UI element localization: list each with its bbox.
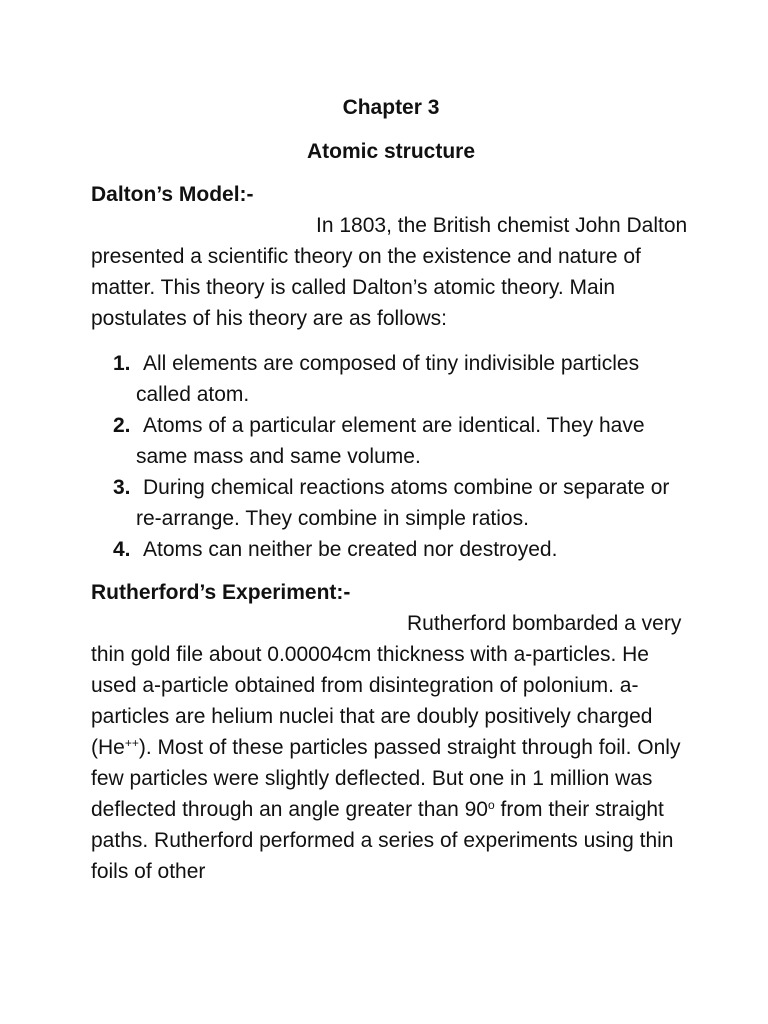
list-item [91,348,691,410]
rutherford-text-b: ). Most of these particles passed straight through foil. Only few particles were slightly deflected. But one in 1 million was deflected through an angle greater than 90 [91,736,681,821]
list-item [91,534,691,565]
list-text: Atoms can neither be created nor destroyed. [143,538,558,561]
list-item [91,472,691,534]
dalton-intro-rest: Dalton presented a scientific theory on the existence and nature of matter. This theory is called Dalton’s atomic theory. Main postulates of his theory are as follows: [91,214,688,330]
list-number: 4. [113,538,131,561]
chapter-title: Chapter 3 [342,96,440,119]
dalton-intro [91,210,691,334]
chapter-subtitle: Atomic structure [306,140,476,163]
degree-superscript: o [487,798,495,812]
list-number: 3. [113,476,131,499]
rutherford-text-c: from their straight paths. Rutherford performed a series of experiments using thin foils of other [91,798,674,883]
dalton-heading: Dalton’s Model:- [91,183,254,206]
rutherford-intro-first-line: Rutherford bombarded a [407,612,636,635]
list-item [91,410,691,472]
rutherford-text-a: very thin gold file about 0.00004cm thickness with a-particles. He used a-particle obtained from disintegration of polonium. a-particles are helium nuclei that are doubly positively charged (He [91,612,682,759]
dalton-intro-first-line: In 1803, the British chemist John [316,214,621,237]
list-text: All elements are composed of tiny indivisible particles called atom. [136,352,640,406]
postulates-list [91,348,691,565]
document-page [91,92,691,887]
charge-superscript: ++ [124,736,139,750]
list-text: During chemical reactions atoms combine or separate or re-arrange. They combine in simple ratios. [136,476,670,530]
list-text: Atoms of a particular element are identical. They have same mass and same volume. [136,414,645,468]
rutherford-paragraph [91,608,691,887]
list-number: 1. [113,352,131,375]
list-number: 2. [113,414,131,437]
rutherford-heading: Rutherford’s Experiment:- [91,581,351,604]
